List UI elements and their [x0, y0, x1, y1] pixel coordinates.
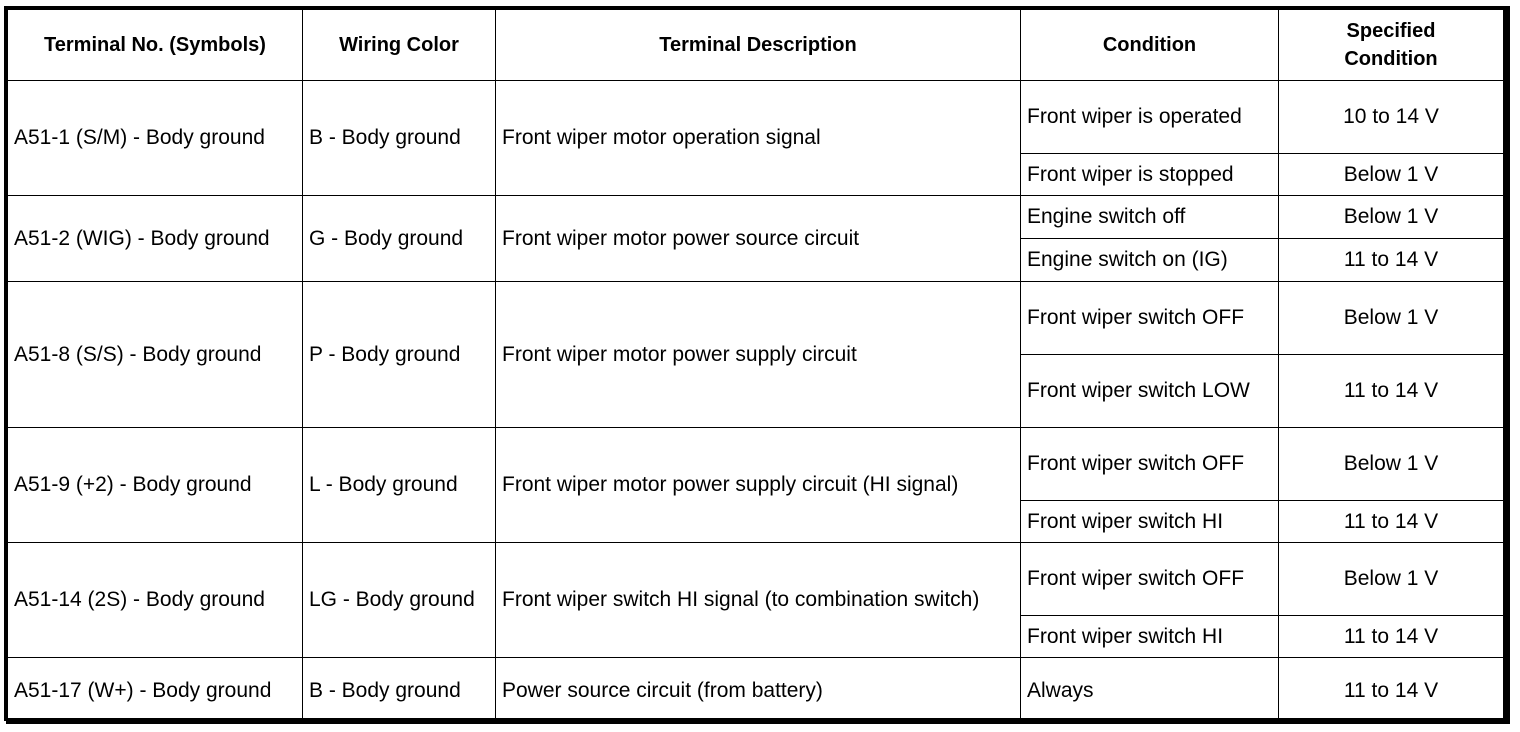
spec-cell: Below 1 V	[1279, 543, 1504, 616]
wiring-cell: G - Body ground	[303, 196, 496, 282]
description-cell: Front wiper motor power source circuit	[496, 196, 1021, 282]
table-frame	[4, 6, 1506, 721]
wiring-cell: P - Body ground	[303, 282, 496, 428]
wiring-cell: L - Body ground	[303, 428, 496, 543]
header-specified-line2: Condition	[1344, 48, 1438, 70]
header-row	[8, 10, 1504, 81]
wiring-cell: LG - Body ground	[303, 543, 496, 658]
table-row	[8, 282, 1504, 355]
description-cell: Front wiper motor operation signal	[496, 81, 1021, 196]
spec-cell: 11 to 14 V	[1279, 501, 1504, 543]
spec-cell: Below 1 V	[1279, 282, 1504, 355]
header-specified-line1: Specified	[1346, 20, 1436, 42]
condition-cell: Front wiper switch HI	[1021, 501, 1279, 543]
terminal-cell: A51-14 (2S) - Body ground	[8, 543, 303, 658]
terminal-table	[7, 9, 1504, 724]
condition-cell: Front wiper switch OFF	[1021, 543, 1279, 616]
condition-cell: Always	[1021, 658, 1279, 724]
frame-shadow-bottom	[6, 721, 1510, 724]
condition-cell: Engine switch off	[1021, 196, 1279, 239]
condition-cell: Front wiper switch OFF	[1021, 282, 1279, 355]
terminal-cell: A51-9 (+2) - Body ground	[8, 428, 303, 543]
terminal-cell: A51-17 (W+) - Body ground	[8, 658, 303, 724]
condition-cell: Engine switch on (IG)	[1021, 239, 1279, 282]
condition-cell: Front wiper switch OFF	[1021, 428, 1279, 501]
spec-cell: 11 to 14 V	[1279, 658, 1504, 724]
condition-cell: Front wiper is stopped	[1021, 154, 1279, 196]
spec-cell: 11 to 14 V	[1279, 616, 1504, 658]
table-row	[8, 81, 1504, 154]
condition-cell: Front wiper switch LOW	[1021, 355, 1279, 428]
header-condition: Condition	[1021, 10, 1279, 81]
header-description: Terminal Description	[496, 10, 1021, 81]
spec-cell: 11 to 14 V	[1279, 239, 1504, 282]
spec-cell: Below 1 V	[1279, 196, 1504, 239]
description-cell: Front wiper motor power supply circuit	[496, 282, 1021, 428]
description-cell: Power source circuit (from battery)	[496, 658, 1021, 724]
terminal-cell: A51-1 (S/M) - Body ground	[8, 81, 303, 196]
terminal-cell: A51-8 (S/S) - Body ground	[8, 282, 303, 428]
terminal-cell: A51-2 (WIG) - Body ground	[8, 196, 303, 282]
table-row	[8, 428, 1504, 501]
header-wiring-color: Wiring Color	[303, 10, 496, 81]
spec-cell: Below 1 V	[1279, 154, 1504, 196]
table-row	[8, 543, 1504, 616]
header-terminal: Terminal No. (Symbols)	[8, 10, 303, 81]
table-row	[8, 658, 1504, 724]
wiring-cell: B - Body ground	[303, 81, 496, 196]
wiring-cell: B - Body ground	[303, 658, 496, 724]
header-specified-condition	[1279, 10, 1504, 81]
description-cell: Front wiper motor power supply circuit (HI signal)	[496, 428, 1021, 543]
table-row	[8, 196, 1504, 239]
spec-cell: 11 to 14 V	[1279, 355, 1504, 428]
spec-cell: Below 1 V	[1279, 428, 1504, 501]
frame-shadow-right	[1506, 6, 1510, 724]
condition-cell: Front wiper switch HI	[1021, 616, 1279, 658]
condition-cell: Front wiper is operated	[1021, 81, 1279, 154]
description-cell: Front wiper switch HI signal (to combination switch)	[496, 543, 1021, 658]
spec-cell: 10 to 14 V	[1279, 81, 1504, 154]
